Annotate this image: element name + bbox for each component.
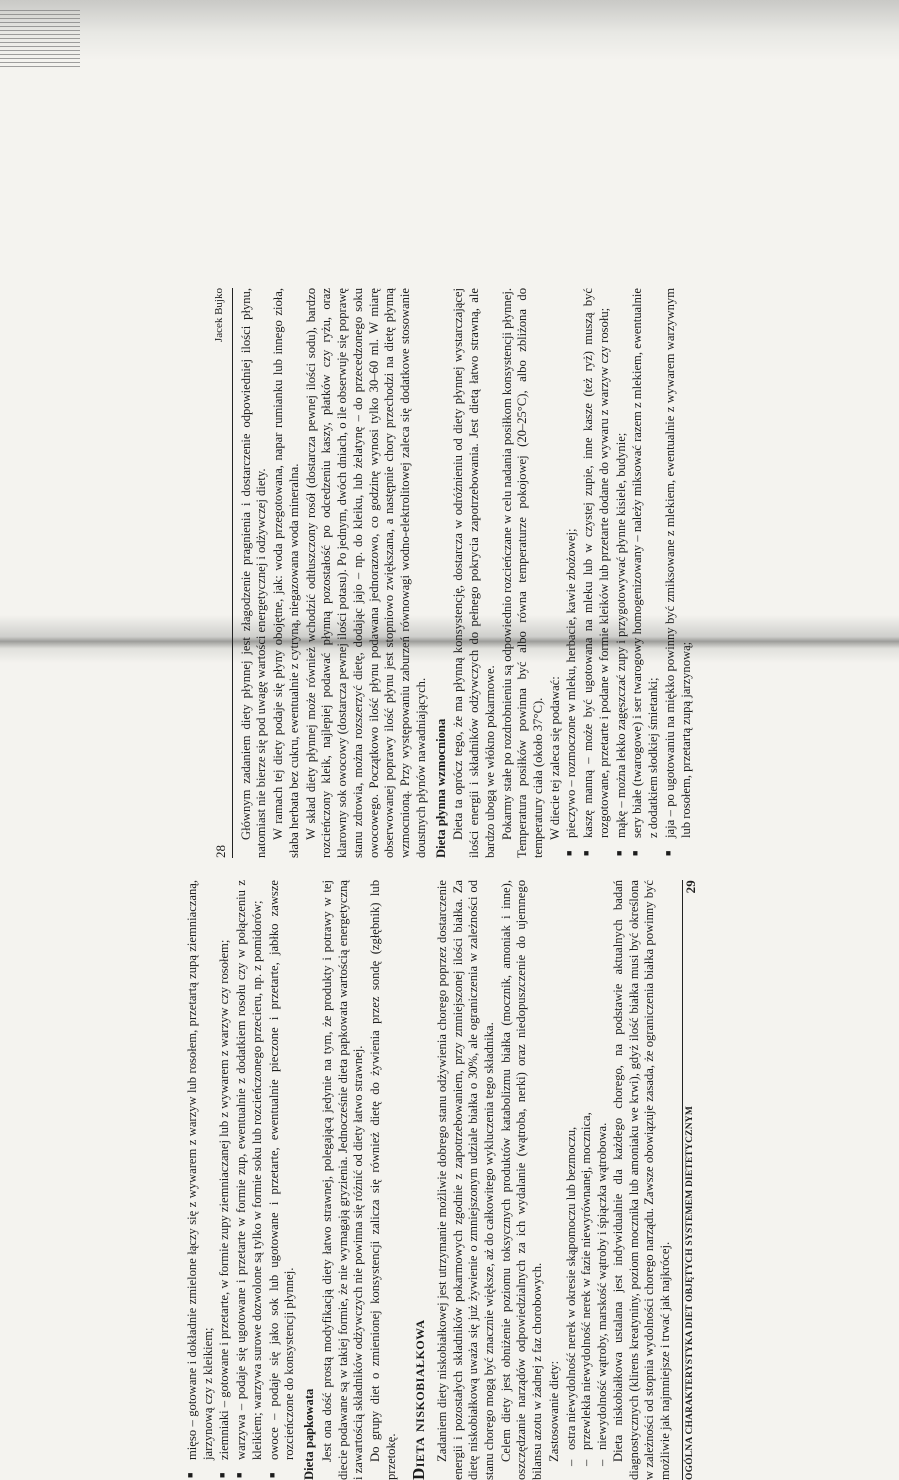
paragraph: W ramach tej diety podaje się płyny obojętne, jak: woda przegotowana, napar rumianku lub innego zioła, słaba herbata bez cukru, ewentualnie z cytryną, niegazowana woda mineralna.: [271, 288, 301, 858]
list-item: ■ sery białe (twarogowe) i ser twarogowy homogenizowany – należy miksować razem z mlekiem, ewentualnie z dodatkiem słodkiej śmietanki;: [630, 288, 661, 858]
page-29: [185, 880, 725, 1480]
indications-list: [564, 880, 611, 1480]
page-28: [213, 288, 693, 858]
list-item: ■ owoce – podaje się jako sok lub ugotowane i przetarte, ewentualnie pieczone i przetarte, jabłko zawsze rozcieńczone do konsystencji płynnej.: [267, 880, 298, 1480]
running-title: OGÓLNA CHARAKTERYSTYKA DIET OBJĘTYCH SYSTEMEM DIETETYCZNYM: [684, 1105, 695, 1480]
paragraph: Celem diety jest obniżenie poziomu toksycznych produktów katabolizmu białka (mocznik, amoniak i inne), oszczędzanie narządów odpowiedzialnych za ich wydalanie (wątroba, nerki) oraz niedopuszczenie do ujemnego bilansu azotu w żadnej z faz chorobowych.: [498, 880, 545, 1480]
list-item: – niewydolność wątroby, marskość wątroby i śpiączka wątrobowa.: [595, 880, 611, 1480]
recommended-foods-list-continued: [185, 880, 298, 1480]
paragraph: Dieta niskobiałkowa ustalana jest indywidualnie dla każdego chorego, na podstawie aktualnych badań diagnostycznych (klirens kreatyniny, poziom mocznika lub amoniaku we krwi), gdyż ilość białka musi być określona w zależności od stopnia wydolności chorego narządu. Zawsze obowiązuje zasada, że ograniczenia białka powinny być możliwie jak najmniejsze i trwać jak najkrócej.: [610, 880, 673, 1480]
section-heading: Dieta płynna wzmocniona: [433, 718, 448, 858]
list-item: ■ pieczywo – rozmoczone w mleku, herbacie, kawie zbożowej;: [564, 288, 580, 858]
binding-edge-lines: [0, 10, 80, 70]
page-28-running-head: [213, 288, 233, 858]
list-item: ■ kaszę manną – może być ugotowana na mleku lub w czystej zupie, inne kasze (też ryż) muszą być rozgotowane, przetarte i podane w formie kleików lub przetarte dodane do wywaru z warzyw czy rosołu;: [581, 288, 612, 858]
recommended-foods-list: [564, 288, 694, 858]
list-item: ■ mięso – gotowane i dokładnie zmielone łączy się z wywarem z warzyw lub rosołem, przetartą zupą ziemniaczaną, jarzynową czy z kleikiem;: [185, 880, 216, 1480]
list-item: ■ mąkę – można lekko zagęszczać zupy i przygotowywać płynne kisiele, budynie;: [614, 288, 630, 858]
book-binding-shadow: [0, 0, 899, 60]
list-item: – ostra niewydolność nerek w okresie skąpomoczu lub bezmoczu,: [564, 880, 580, 1480]
list-item: ■ ziemniaki – gotowane i przetarte, w formie zupy ziemniaczanej lub z wywarem z warzyw czy rosołem;: [217, 880, 233, 1480]
paragraph: Zadaniem diety niskobiałkowej jest utrzymanie możliwie dobrego stanu odżywienia chorego poprzez dostarczenie energii i pozostałych składników pokarmowych zgodnie z zapotrzebowaniem, przy zmniejszonej ilości białka. Za dietę niskobiałkową uważa się już żywienie o zmniejszonym udziale białka o 30%, ale ograniczenia w zależności od stanu chorego mogą być znacznie większe, aż do całkowitego wykluczenia tego składnika.: [434, 880, 496, 1480]
paragraph: Do grupy diet o zmienionej konsystencji zalicza się również dietę do żywienia przez sondę (zgłębnik) lub przetokę.: [368, 880, 398, 1480]
list-item: – przewlekła niewydolność nerek w fazie niewyrównanej, mocznica,: [579, 880, 595, 1480]
list-item: ■ jaja – po ugotowaniu na miękko powinny być zmiksowane z mlekiem, ewentualnie z wywarem warzywnym lub rosołem, przetartą zupą jarzynową;: [663, 288, 694, 858]
page-number: 28: [213, 845, 228, 858]
paragraph: Zastosowanie diety:: [546, 1360, 561, 1462]
chapter-heading: Dieta niskobiałkowa: [408, 1319, 428, 1480]
paragraph: Dieta ta oprócz tego, że ma płynną konsystencję, dostarcza w odróżnieniu od diety płynnej wystarczającej ilości energii i składników odżywczych do pełnego pokrycia zapotrzebowania. Jest dietą łatwo strawną, ale bardzo ubogą we włókno pokarmowe.: [451, 288, 497, 858]
paragraph: W diecie tej zaleca się podawać:: [547, 676, 562, 840]
paragraph: Jest ona dość prostą modyfikacją diety łatwo strawnej, polegającą jedynie na tym, że produkty i potrawy w tej diecie podawane są w takiej formie, że nie wymagają gryzienia. Jednocześnie dieta papkowata wartością energetyczną i zawartością składników odżywczych nie powinna się różnić od diety łatwo strawnej.: [319, 880, 366, 1480]
page-29-running-foot: [682, 880, 699, 1480]
paragraph: Głównym zadaniem diety płynnej jest złagodzenie pragnienia i dostarczenie odpowiedniej ilości płynu, natomiast nie bierze się pod uwagę wartości energetycznej i odżywczej diety.: [238, 288, 269, 858]
list-item: ■ warzywa – podaje się ugotowane i przetarte w formie zup, ewentualnie z dodatkiem rosołu czy w połączeniu z kleikiem; warzywa surowe dozwolone są tylko w formie soku lub rozcieńczonego przecieru, np. z pomidorów;: [234, 880, 265, 1480]
author-name: Jacek Bujko: [213, 288, 225, 343]
paragraph: Pokarmy stałe po rozdrobnieniu są odpowiednio rozcieńczane w celu nadania posiłkom konsystencji płynnej. Temperatura posiłków powinna być albo równa temperaturze pokojowej (20–25°C), albo zbliżona do temperatury ciała (około 37°C).: [499, 288, 545, 858]
paragraph: W skład diety płynnej może również wchodzić odtłuszczony rosół (dostarcza pewnej ilości sodu), bardzo rozcieńczony kleik, najlepiej podawać płynną pozostałość po odcedzeniu kaszy, płatków czy ryżu, oraz klarowny sok owocowy (dostarcza pewnej ilości potasu). Po jednym, dwóch dniach, o ile obserwuje się poprawę stanu zdrowia, można rozszerzyć dietę, dodając jajo – np. do kleiku, lub żelatynę – do przecedzonego soku owocowego. Początkowo ilość płynu podawana jednorazowo, co godzinę wynosi tylko 30–60 ml. W miarę obserwowanej poprawy ilość płynu jest stopniowo zwiększana, a następnie chory przechodzi na dietę płynną wzmocnioną. Przy występowaniu zaburzeń równowagi wodno-elektrolitowej zaleca się dodatkowe stosowanie doustnych płynów nawadniających.: [303, 288, 428, 858]
page-number: 29: [682, 880, 698, 894]
section-heading: Dieta papkowata: [302, 1388, 317, 1480]
